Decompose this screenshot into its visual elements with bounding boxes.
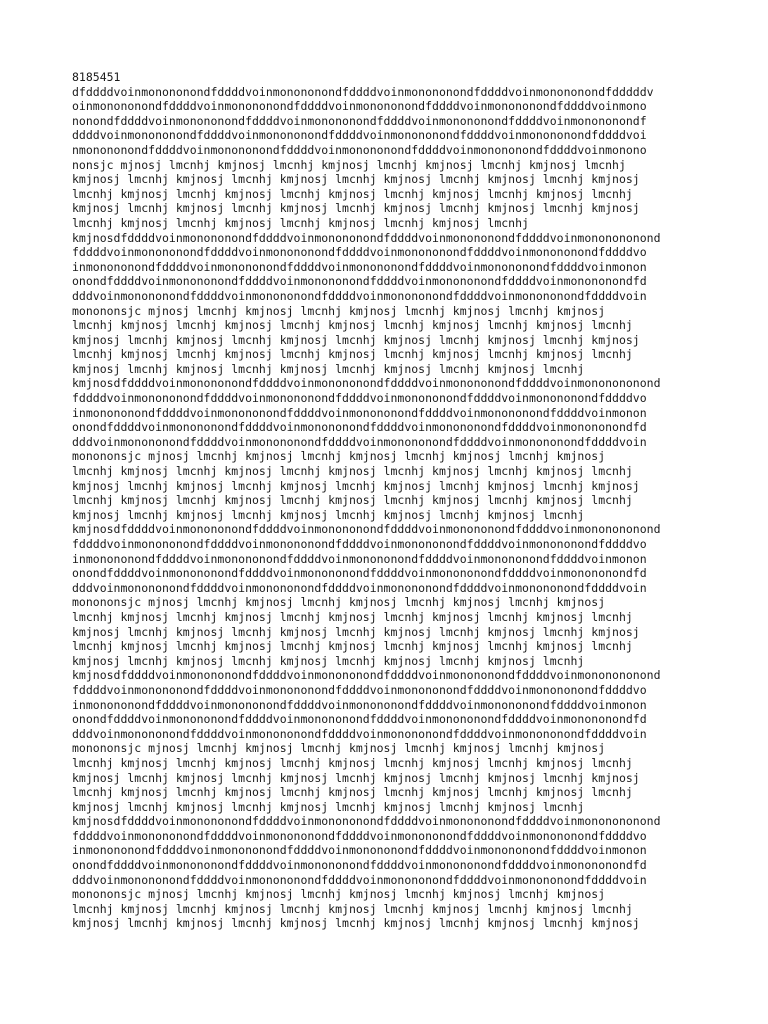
text-line: fddddvoinmonononondfddddvoinmonononondfddddvoinmonononondfddddvoinmonononondfddddvo: [72, 682, 647, 697]
text-line: kmjnosj lmcnhj kmjnosj lmcnhj kmjnosj lmcnhj kmjnosj lmcnhj kmjnosj lmcnhj: [72, 653, 585, 668]
text-line: monononsjc mjnosj lmcnhj kmjnosj lmcnhj kmjnosj lmcnhj kmjnosj lmcnhj kmjnosj: [72, 449, 606, 464]
text-line: inmonononondfddddvoinmonononondfddddvoinmonononondfddddvoinmonononondfddddvoinmonon: [72, 551, 647, 566]
text-line: fddddvoinmonononondfddddvoinmonononondfddddvoinmonononondfddddvoinmonononondfddddvo: [72, 391, 647, 406]
text-line: kmjnosdfddddvoinmonononondfddddvoinmonononondfddddvoinmonononondfddddvoinmononononond: [72, 814, 661, 829]
document-body: [72, 85, 712, 931]
text-line: kmjnosj lmcnhj kmjnosj lmcnhj kmjnosj lmcnhj kmjnosj lmcnhj kmjnosj lmcnhj kmjnosj: [72, 624, 640, 639]
document-page: [72, 70, 712, 931]
text-line: kmjnosj lmcnhj kmjnosj lmcnhj kmjnosj lmcnhj kmjnosj lmcnhj kmjnosj lmcnhj kmjnosj: [72, 172, 640, 187]
text-line: onondfddddvoinmonononondfddddvoinmonononondfddddvoinmonononondfddddvoinmonononondfd: [72, 712, 647, 727]
text-line: fddddvoinmonononondfddddvoinmonononondfddddvoinmonononondfddddvoinmonononondfddddvo: [72, 245, 647, 260]
text-line: ddddvoinmonononondfddddvoinmonononondfddddvoinmonononondfddddvoinmonononondfddddvoi: [72, 128, 647, 143]
text-line: kmjnosj lmcnhj kmjnosj lmcnhj kmjnosj lmcnhj kmjnosj lmcnhj kmjnosj lmcnhj kmjnosj: [72, 201, 640, 216]
text-line: nonondfddddvoinmonononondfddddvoinmonononondfddddvoinmonononondfddddvoinmonononondf: [72, 113, 647, 128]
text-line: lmcnhj kmjnosj lmcnhj kmjnosj lmcnhj kmjnosj lmcnhj kmjnosj lmcnhj kmjnosj lmcnhj: [72, 493, 633, 508]
text-line: onondfddddvoinmonononondfddddvoinmonononondfddddvoinmonononondfddddvoinmonononondfd: [72, 858, 647, 873]
text-line: dddvoinmonononondfddddvoinmonononondfddddvoinmonononondfddddvoinmonononondfddddvoin: [72, 434, 647, 449]
text-line: dddvoinmonononondfddddvoinmonononondfddddvoinmonononondfddddvoinmonononondfddddvoin: [72, 726, 647, 741]
text-line: oinmonononondfddddvoinmonononondfddddvoinmonononondfddddvoinmonononondfddddvoinmono: [72, 99, 647, 114]
text-line: inmonononondfddddvoinmonononondfddddvoinmonononondfddddvoinmonononondfddddvoinmonon: [72, 259, 647, 274]
text-line: dddvoinmonononondfddddvoinmonononondfddddvoinmonononondfddddvoinmonononondfddddvoin: [72, 580, 647, 595]
text-line: kmjnosj lmcnhj kmjnosj lmcnhj kmjnosj lmcnhj kmjnosj lmcnhj kmjnosj lmcnhj kmjnosj: [72, 332, 640, 347]
text-line: kmjnosdfddddvoinmonononondfddddvoinmonononondfddddvoinmonononondfddddvoinmononononond: [72, 668, 661, 683]
text-line: lmcnhj kmjnosj lmcnhj kmjnosj lmcnhj kmjnosj lmcnhj kmjnosj lmcnhj kmjnosj lmcnhj: [72, 347, 633, 362]
text-line: monononsjc mjnosj lmcnhj kmjnosj lmcnhj kmjnosj lmcnhj kmjnosj lmcnhj kmjnosj: [72, 595, 606, 610]
text-line: fddddvoinmonononondfddddvoinmonononondfddddvoinmonononondfddddvoinmonononondfddddvo: [72, 828, 647, 843]
text-line: kmjnosj lmcnhj kmjnosj lmcnhj kmjnosj lmcnhj kmjnosj lmcnhj kmjnosj lmcnhj kmjnosj: [72, 770, 640, 785]
text-line: inmonononondfddddvoinmonononondfddddvoinmonononondfddddvoinmonononondfddddvoinmonon: [72, 405, 647, 420]
text-line: lmcnhj kmjnosj lmcnhj kmjnosj lmcnhj kmjnosj lmcnhj kmjnosj lmcnhj: [72, 215, 529, 230]
text-line: lmcnhj kmjnosj lmcnhj kmjnosj lmcnhj kmjnosj lmcnhj kmjnosj lmcnhj kmjnosj lmcnhj: [72, 901, 633, 916]
document-id: 8185451: [72, 70, 121, 84]
text-line: dddvoinmonononondfddddvoinmonononondfddddvoinmonononondfddddvoinmonononondfddddvoin: [72, 872, 647, 887]
text-line: lmcnhj kmjnosj lmcnhj kmjnosj lmcnhj kmjnosj lmcnhj kmjnosj lmcnhj kmjnosj lmcnhj: [72, 785, 633, 800]
text-line: onondfddddvoinmonononondfddddvoinmonononondfddddvoinmonononondfddddvoinmonononondfd: [72, 566, 647, 581]
text-line: nmonononondfddddvoinmonononondfddddvoinmonononondfddddvoinmonononondfddddvoinmonono: [72, 142, 647, 157]
text-line: monononsjc mjnosj lmcnhj kmjnosj lmcnhj kmjnosj lmcnhj kmjnosj lmcnhj kmjnosj: [72, 887, 606, 902]
text-line: lmcnhj kmjnosj lmcnhj kmjnosj lmcnhj kmjnosj lmcnhj kmjnosj lmcnhj kmjnosj lmcnhj: [72, 318, 633, 333]
text-line: dddvoinmonononondfddddvoinmonononondfddddvoinmonononondfddddvoinmonononondfddddvoin: [72, 288, 647, 303]
text-line: onondfddddvoinmonononondfddddvoinmonononondfddddvoinmonononondfddddvoinmonononondfd: [72, 274, 647, 289]
text-line: nonsjc mjnosj lmcnhj kmjnosj lmcnhj kmjnosj lmcnhj kmjnosj lmcnhj kmjnosj lmcnhj: [72, 157, 626, 172]
text-line: inmonononondfddddvoinmonononondfddddvoinmonononondfddddvoinmonononondfddddvoinmonon: [72, 843, 647, 858]
text-line: lmcnhj kmjnosj lmcnhj kmjnosj lmcnhj kmjnosj lmcnhj kmjnosj lmcnhj kmjnosj lmcnhj: [72, 755, 633, 770]
text-line: kmjnosdfddddvoinmonononondfddddvoinmonononondfddddvoinmonononondfddddvoinmononononond: [72, 230, 661, 245]
text-line: monononsjc mjnosj lmcnhj kmjnosj lmcnhj kmjnosj lmcnhj kmjnosj lmcnhj kmjnosj: [72, 303, 606, 318]
text-line: fddddvoinmonononondfddddvoinmonononondfddddvoinmonononondfddddvoinmonononondfddddvo: [72, 537, 647, 551]
text-line: lmcnhj kmjnosj lmcnhj kmjnosj lmcnhj kmjnosj lmcnhj kmjnosj lmcnhj kmjnosj lmcnhj: [72, 609, 633, 624]
text-line: kmjnosdfddddvoinmonononondfddddvoinmonononondfddddvoinmonononondfddddvoinmononononond: [72, 522, 661, 537]
text-line: lmcnhj kmjnosj lmcnhj kmjnosj lmcnhj kmjnosj lmcnhj kmjnosj lmcnhj kmjnosj lmcnhj: [72, 639, 633, 654]
text-line: inmonononondfddddvoinmonononondfddddvoinmonononondfddddvoinmonononondfddddvoinmonon: [72, 697, 647, 712]
text-line: onondfddddvoinmonononondfddddvoinmonononondfddddvoinmonononondfddddvoinmonononondfd: [72, 420, 647, 435]
text-line: kmjnosj lmcnhj kmjnosj lmcnhj kmjnosj lmcnhj kmjnosj lmcnhj kmjnosj lmcnhj: [72, 799, 585, 814]
text-line: lmcnhj kmjnosj lmcnhj kmjnosj lmcnhj kmjnosj lmcnhj kmjnosj lmcnhj kmjnosj lmcnhj: [72, 186, 633, 201]
text-line: monononsjc mjnosj lmcnhj kmjnosj lmcnhj kmjnosj lmcnhj kmjnosj lmcnhj kmjnosj: [72, 741, 606, 756]
text-line: dfddddvoinmonononondfddddvoinmonononondfddddvoinmonononondfddddvoinmonononondfdddddv: [72, 84, 654, 99]
text-line: kmjnosj lmcnhj kmjnosj lmcnhj kmjnosj lmcnhj kmjnosj lmcnhj kmjnosj lmcnhj: [72, 361, 585, 376]
text-line: kmjnosj lmcnhj kmjnosj lmcnhj kmjnosj lmcnhj kmjnosj lmcnhj kmjnosj lmcnhj kmjnosj: [72, 478, 640, 493]
text-line: kmjnosj lmcnhj kmjnosj lmcnhj kmjnosj lmcnhj kmjnosj lmcnhj kmjnosj lmcnhj: [72, 507, 585, 522]
text-line: kmjnosdfddddvoinmonononondfddddvoinmonononondfddddvoinmonononondfddddvoinmononononond: [72, 376, 661, 391]
text-line: kmjnosj lmcnhj kmjnosj lmcnhj kmjnosj lmcnhj kmjnosj lmcnhj kmjnosj lmcnhj kmjnosj: [72, 916, 640, 931]
text-line: lmcnhj kmjnosj lmcnhj kmjnosj lmcnhj kmjnosj lmcnhj kmjnosj lmcnhj kmjnosj lmcnhj: [72, 464, 633, 479]
